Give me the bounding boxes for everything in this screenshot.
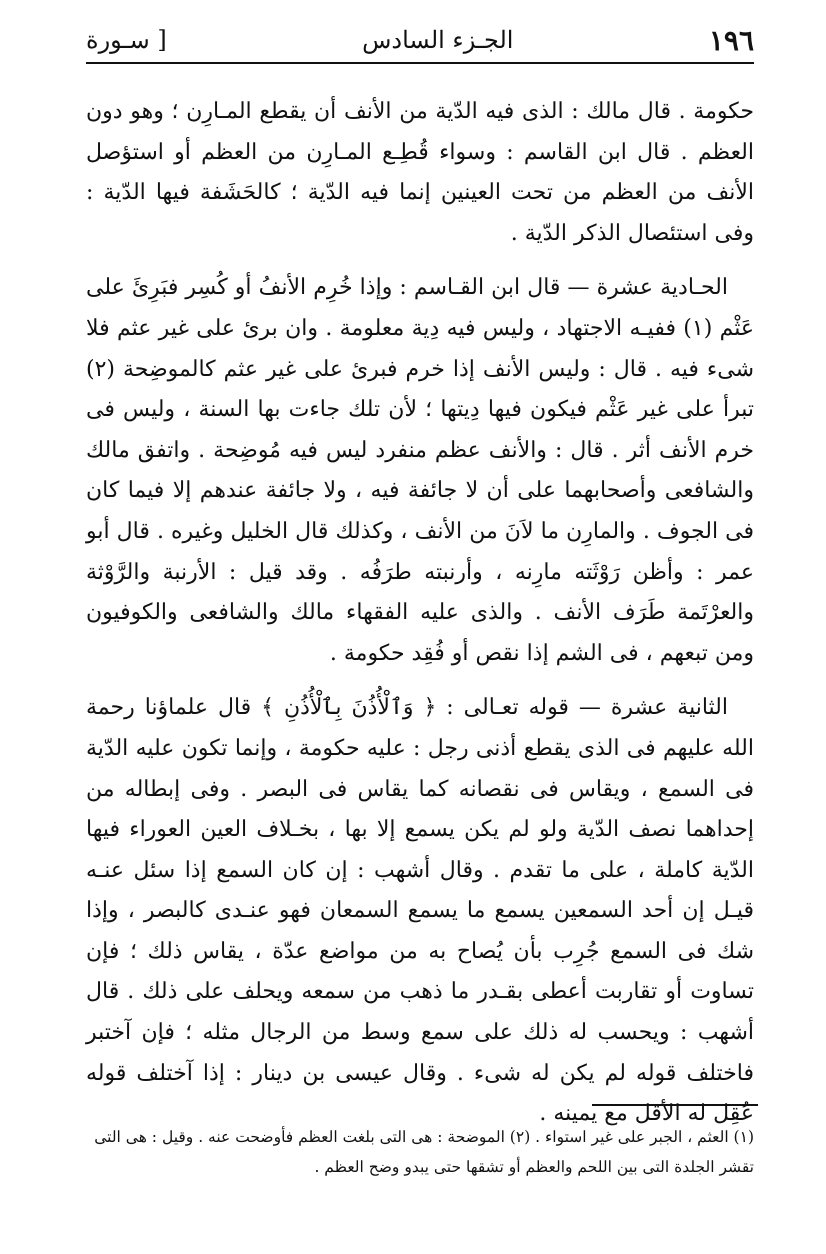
footnote-line-1: (١) العثم ، الجبر على غير استواء . (٢) الموضحة : هى التى بلغت العظم فأوضحت عنه . وقيل : هى التى [94, 1128, 754, 1146]
body-text [86, 92, 754, 1149]
paragraph-1: حكومة . قال مالك : الذى فيه الدّية من الأنف أن يقطع المـارِن ؛ وهو دون العظم . قال ابن القاسم : وسواء قُطِـع المـارِن من العظم أو استؤصل الأنف من العظم من تحت العينين إنما فيه الدّية ؛ كالحَشَفة فيها الدّية : وفى استئصال الذكر الدّية . [86, 99, 754, 246]
running-title: الجـزء السادس [362, 26, 514, 54]
page-number: ١٩٦ [708, 23, 754, 57]
footnote-line-2: تقشر الجلدة التى بين اللحم والعظم أو تشقها حتى يبدو وضح العظم . [314, 1158, 754, 1176]
footnotes [86, 1122, 754, 1182]
footnote-divider [592, 1104, 758, 1106]
page-header [86, 18, 754, 64]
paragraph-2: الحـادية عشرة — قال ابن القـاسم : وإذا خُرِم الأنفُ أو كُسِر فبَرِئَ على عَثْم (١) ففيـه الاجتهاد ، وليس فيه دِية معلومة . وان برئ على غير عثم فلا شىء فيه . قال : وليس الأنف إذا خرم فبرئ على غير عثم كالموضِحة (٢) تبرأ على غير عَثْم فيكون فيها دِيتها ؛ لأن تلك جاءت بها السنة ، وليس فى خرم الأنف أثر . قال : والأنف عظم منفرد ليس فيه مُوضِحة . واتفق مالك والشافعى وأصحابهما على أن لا جائفة فيه ، ولا جائفة عندهم إلا فيما كان فى الجوف . والمارِن ما لاَنَ من الأنف ، وكذلك قال الخليل وغيره . قال أبو عمر : وأظن رَوْثَته مارِنه ، وأرنبته طرَفُه . وقد قيل : الأرنبة والرَّوْثة والعرْتَمة طَرَف الأنف . والذى عليه الفقهاء مالك والشافعى والكوفيون ومن تبعهم ، فى الشم إذا نقص أو فُقِد حكومة . [86, 275, 755, 666]
surah-label: [ سـورة [86, 26, 167, 54]
paragraph-3: الثانية عشرة — قوله تعـالى : ﴿ وَٱلْأُذُنَ بِٱلْأُذُنِ ﴾ قال علماؤنا رحمة الله عليهم فى الذى يقطع أذنى رجل : عليه حكومة ، وإنما تكون عليه الدّية فى السمع ، ويقاس فى نقصانه كما يقاس فى البصر . وفى إبطاله من إحداهما نصف الدّية ولو لم يكن يسمع إلا بها ، بخـلاف العين العوراء فيها الدّية كاملة ، على ما تقدم . وقال أشهب : إن كان السمع إذا سئل عنـه قيـل إن أحد السمعين يسمع ما يسمع السمعان فهو عنـدى كالبصر ، وإذا شك فى السمع جُرِب بأن يُصاح به من مواضع عدّة ، يقاس ذلك ؛ فإن تساوت أو تقاربت أعطى بقـدر ما ذهب من سمعه ويحلف على ذلك . قال أشهب : ويحسب له ذلك على سمع وسط من الرجال مثله ؛ فإن آختبر فاختلف قوله لم يكن له شىء . وقال عيسى بن دينار : إذا آختلف قوله عُقِل له الأقل مع يمينه . [86, 695, 754, 1127]
